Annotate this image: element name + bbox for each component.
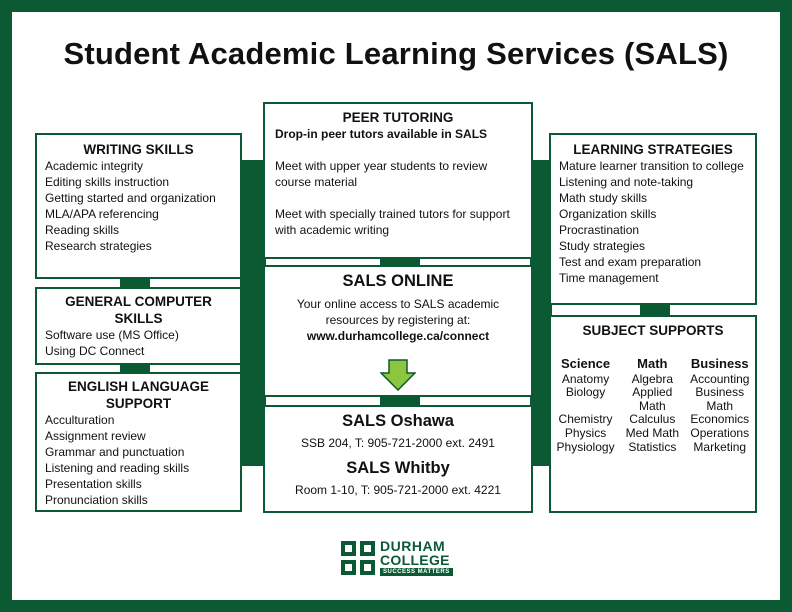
list-item: Algebra <box>631 371 673 386</box>
subject-supports-heading: SUBJECT SUPPORTS <box>582 323 724 338</box>
subject-columns <box>551 357 755 454</box>
peer-tutoring-para1 <box>275 158 521 190</box>
learning-strategies-heading: LEARNING STRATEGIES <box>573 142 733 157</box>
list-item <box>557 400 615 414</box>
list-item: MLA/APA referencing <box>45 207 159 221</box>
list-item: Using DC Connect <box>45 344 145 358</box>
logo-line-college: COLLEGE <box>380 552 450 568</box>
list-item: Operations <box>690 425 750 440</box>
list-item: Acculturation <box>45 413 115 427</box>
peer-tutoring-box <box>263 102 533 259</box>
list-item: Grammar and punctuation <box>45 445 185 459</box>
list-item: Chemistry <box>558 412 613 427</box>
subject-supports-box <box>549 315 757 513</box>
list-item: Economics <box>690 412 750 427</box>
text-line: Meet with upper year students to review <box>275 159 488 173</box>
writing-skills-box <box>35 133 242 279</box>
business-heading: Business <box>690 356 749 371</box>
down-arrow-icon <box>380 359 416 391</box>
science-heading: Science <box>560 356 611 371</box>
list-item: Software use (MS Office) <box>45 328 179 342</box>
list-item: Physiology <box>556 439 615 454</box>
list-item: Presentation skills <box>45 477 142 491</box>
sals-locations-box <box>263 405 533 513</box>
text-line: with academic writing <box>275 223 390 237</box>
list-item: Getting started and organization <box>45 191 216 205</box>
english-support-heading <box>45 378 232 412</box>
peer-tutoring-para2 <box>275 206 521 238</box>
text-line: Meet with specially trained tutors for support <box>275 207 510 221</box>
text-line: course material <box>275 175 358 189</box>
list-item: Organization skills <box>559 207 657 221</box>
math-heading: Math <box>637 356 668 371</box>
english-support-list <box>45 412 232 508</box>
sals-oshawa-heading: SALS Oshawa <box>342 412 454 430</box>
list-item: Procrastination <box>559 223 640 237</box>
writing-skills-list <box>45 158 232 254</box>
list-item: Med Math <box>625 425 679 440</box>
list-item: Business <box>695 385 745 400</box>
list-item: Biology <box>565 385 606 400</box>
sals-online-line1: Your online access to SALS academic <box>296 297 500 311</box>
sals-whitby-heading: SALS Whitby <box>346 459 450 477</box>
logo-line-durham: DURHAM <box>380 538 446 554</box>
peer-tutoring-subheading: Drop-in peer tutors available in SALS <box>275 127 488 141</box>
list-item: Applied <box>632 385 673 400</box>
shield-crest-icon <box>340 540 376 576</box>
peer-tutoring-heading: PEER TUTORING <box>342 110 454 125</box>
durham-college-logo <box>340 540 460 580</box>
list-item: Listening and reading skills <box>45 461 190 475</box>
sals-online-line2: resources by registering at: <box>325 313 471 327</box>
list-item: Reading skills <box>45 223 120 237</box>
list-item: Assignment review <box>45 429 146 443</box>
list-item: Anatomy <box>561 371 610 386</box>
list-item: Accounting <box>690 371 750 386</box>
list-item: Academic integrity <box>45 159 144 173</box>
computer-skills-heading <box>45 293 232 327</box>
list-item: Time management <box>559 271 659 285</box>
heading-line: SUPPORT <box>105 396 172 411</box>
list-item: Math <box>706 398 734 413</box>
science-column <box>557 357 615 454</box>
computer-skills-box <box>35 287 242 365</box>
learning-strategies-list <box>559 158 747 286</box>
learning-strategies-box <box>549 133 757 305</box>
sals-online-heading: SALS ONLINE <box>342 272 454 290</box>
heading-line: GENERAL COMPUTER <box>65 294 212 309</box>
heading-line: SKILLS <box>114 311 163 326</box>
list-item: Editing skills instruction <box>45 175 170 189</box>
sals-oshawa-detail: SSB 204, T: 905-721-2000 ext. 2491 <box>301 436 495 450</box>
sals-online-box <box>263 265 533 397</box>
list-item: Study strategies <box>559 239 646 253</box>
list-item: Calculus <box>629 412 676 427</box>
list-item: Listening and note-taking <box>559 175 694 189</box>
list-item: Research strategies <box>45 239 152 253</box>
heading-line: ENGLISH LANGUAGE <box>67 379 209 394</box>
list-item: Pronunciation skills <box>45 493 148 507</box>
sals-whitby-detail: Room 1-10, T: 905-721-2000 ext. 4221 <box>295 483 501 497</box>
english-support-box <box>35 372 242 512</box>
connect-url-link[interactable]: www.durhamcollege.ca/connect <box>306 329 490 343</box>
list-item: Statistics <box>628 439 677 454</box>
business-column <box>690 357 749 454</box>
list-item: Math <box>638 398 666 413</box>
logo-tagline: SUCCESS MATTERS <box>380 568 453 576</box>
list-item: Mature learner transition to college <box>559 159 744 173</box>
math-column <box>626 357 679 454</box>
list-item: Marketing <box>693 439 747 454</box>
list-item: Math study skills <box>559 191 648 205</box>
list-item: Physics <box>564 425 607 440</box>
computer-skills-list <box>45 327 232 359</box>
writing-skills-heading: WRITING SKILLS <box>83 142 194 157</box>
list-item: Test and exam preparation <box>559 255 702 269</box>
page-title: Student Academic Learning Services (SALS) <box>63 36 729 71</box>
